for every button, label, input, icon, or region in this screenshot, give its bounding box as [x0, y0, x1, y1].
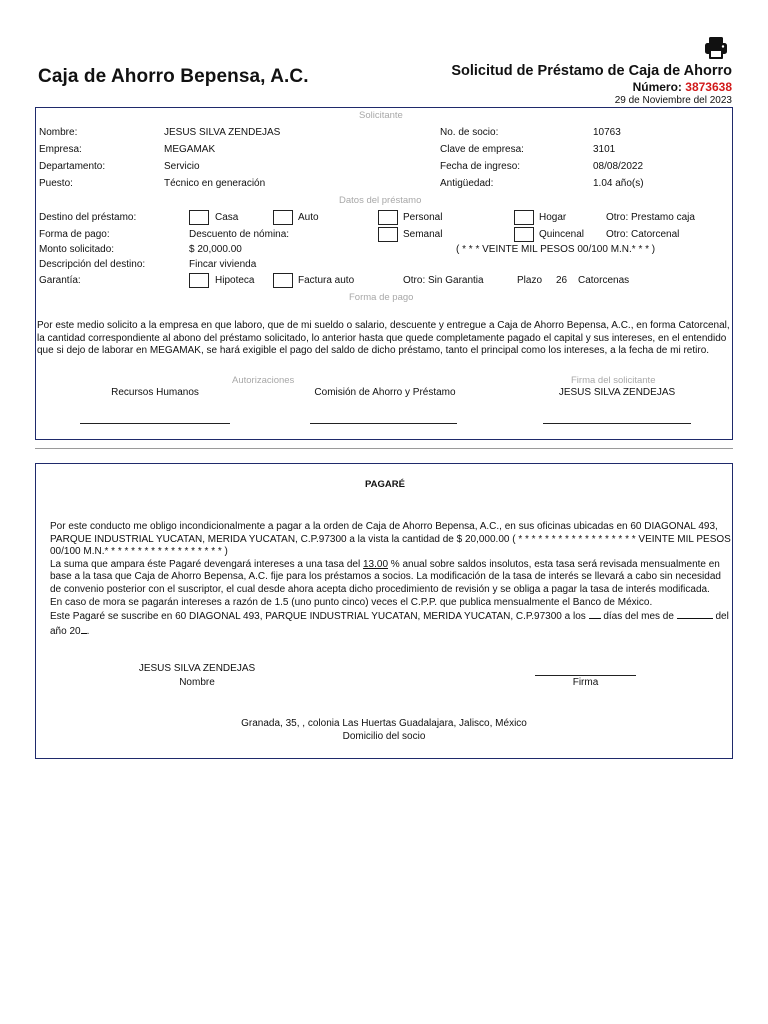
ingreso-label: Fecha de ingreso: — [440, 161, 521, 172]
place-mid: días del mes de — [600, 611, 677, 623]
interest-rate: 13.00 — [362, 558, 389, 570]
solicitante-name: JESUS SILVA ZENDEJAS — [558, 387, 676, 398]
section-datos-prestamo: Datos del préstamo — [339, 195, 422, 206]
checkbox-factura-auto[interactable] — [273, 273, 293, 288]
clave-value: 3101 — [593, 144, 616, 155]
checkbox-hogar[interactable] — [514, 210, 534, 225]
monto-label: Monto solicitado: — [39, 244, 115, 255]
section-autorizaciones: Autorizaciones — [232, 375, 295, 386]
place-prefix: Este Pagaré se suscribe en 60 DIAGONAL 493, PARQUE INDUSTRIAL YUCATAN, MERIDA YUCATAN, C.P.97300 a los — [50, 611, 589, 623]
garantia-otro: Otro: Sin Garantia — [403, 275, 484, 286]
socio-label: No. de socio: — [440, 127, 499, 138]
divider — [35, 448, 733, 449]
checkbox-hipoteca[interactable] — [189, 273, 209, 288]
option-hipoteca: Hipoteca — [215, 275, 255, 286]
pagare-line: Por este conducto me obligo incondicionalmente a pagar a la orden de Caja de Ahorro Bepensa, A.C., en sus oficinas ubicadas en 60 DIAGONAL 493, — [50, 521, 718, 532]
solicitante-signature-line — [543, 423, 691, 424]
forma-pago-line: Por este medio solicito a la empresa en que laboro, que de mi sueldo o salario, descuente y entregue a Caja de Ahorro Bepensa, A.C., en forma Catorcenal, — [37, 320, 730, 331]
option-semanal: Semanal — [403, 229, 443, 240]
printer-icon[interactable] — [703, 35, 729, 61]
plazo-number: 26 — [556, 275, 568, 286]
comision-label: Comisión de Ahorro y Préstamo — [314, 387, 456, 398]
document-number-value: 3873638 — [685, 80, 732, 94]
descripcion-value: Fincar vivienda — [189, 259, 257, 270]
signer-name: JESUS SILVA ZENDEJAS — [138, 663, 256, 674]
ingreso-value: 08/08/2022 — [593, 161, 644, 172]
firma-signature-line — [535, 675, 636, 676]
rh-label: Recursos Humanos — [111, 387, 199, 398]
place-end: del — [712, 611, 729, 623]
departamento-value: Servicio — [164, 161, 200, 172]
option-factura-auto: Factura auto — [298, 275, 355, 286]
member-address: Granada, 35, , colonia Las Huertas Guadalajara, Jalisco, México — [241, 718, 527, 729]
month-blank — [677, 609, 713, 619]
plazo-label: Plazo — [517, 275, 543, 286]
checkbox-casa[interactable] — [189, 210, 209, 225]
year-end: . — [86, 625, 90, 637]
document-title: Solicitud de Préstamo de Caja de Ahorro — [451, 63, 732, 79]
descripcion-label: Descripción del destino: — [39, 259, 146, 270]
pagare-line: 00/100 M.N.* * * * * * * * * * * * * * * * * * ) — [50, 546, 228, 558]
nombre-caption: Nombre — [179, 677, 215, 688]
option-casa: Casa — [215, 212, 239, 223]
empresa-value: MEGAMAK — [164, 144, 216, 155]
puesto-label: Puesto: — [39, 178, 73, 189]
section-solicitante: Solicitante — [359, 110, 403, 121]
pagare-paragraph — [50, 521, 731, 638]
pagare-year-line — [50, 624, 731, 639]
checkbox-personal[interactable] — [378, 210, 398, 225]
antiguedad-label: Antigüedad: — [440, 178, 494, 189]
year-prefix: año 20 — [50, 625, 81, 637]
clave-label: Clave de empresa: — [440, 144, 524, 155]
document-date: 29 de Noviembre del 2023 — [614, 95, 732, 106]
organization-name: Caja de Ahorro Bepensa, A.C. — [38, 66, 309, 87]
forma-pago-line: que si dejo de laborar en MEGAMAK, se hará exigible el pago del saldo de dicho préstamo, tanto el principal como los intereses, a la fecha de mi retiro. — [37, 345, 710, 357]
rate-prefix: La suma que ampara éste Pagaré devengará intereses a una tasa del — [50, 558, 363, 570]
checkbox-semanal[interactable] — [378, 227, 398, 242]
comision-signature-line — [310, 423, 457, 424]
plazo-unit: Catorcenas — [578, 275, 630, 286]
section-firma-solicitante: Firma del solicitante — [571, 375, 656, 386]
destino-label: Destino del préstamo: — [39, 212, 137, 223]
section-forma-pago: Forma de pago — [349, 292, 414, 303]
option-hogar: Hogar — [539, 212, 567, 223]
document-number — [633, 80, 732, 94]
option-quincenal: Quincenal — [539, 229, 585, 240]
forma-pago-line: la cantidad correspondiente al abono del préstamo solicitado, lo anterior hasta que quede completamente pagado el capital y sus intereses, en el entendido — [37, 332, 727, 344]
pagare-line: de convenio posterior con el suscriptor, el cual desde ahora acepta dicho procedimiento de revisión y se obliga a pagar la tasa de interés modificada. — [50, 583, 710, 595]
antiguedad-value: 1.04 año(s) — [593, 178, 644, 189]
pagare-title: PAGARÉ — [365, 479, 405, 490]
option-personal: Personal — [403, 212, 443, 223]
nombre-label: Nombre: — [39, 127, 78, 138]
nombre-value: JESUS SILVA ZENDEJAS — [164, 127, 281, 138]
pagare-place-line — [50, 609, 731, 624]
document-number-label: Número: — [632, 80, 682, 94]
departamento-label: Departamento: — [39, 161, 106, 172]
destino-otro: Otro: Prestamo caja — [606, 212, 695, 223]
forma-pago-value: Descuento de nómina: — [189, 229, 290, 240]
firma-caption: Firma — [572, 677, 599, 688]
garantia-label: Garantía: — [39, 275, 81, 286]
puesto-value: Técnico en generación — [164, 178, 266, 189]
monto-letra: ( * * * VEINTE MIL PESOS 00/100 M.N.* * * ) — [456, 244, 656, 255]
pagare-rate-line — [50, 559, 731, 572]
monto-value: $ 20,000.00 — [189, 244, 242, 255]
forma-pago-paragraph — [37, 320, 730, 358]
address-caption: Domicilio del socio — [342, 731, 426, 742]
checkbox-quincenal[interactable] — [514, 227, 534, 242]
forma-pago-label: Forma de pago: — [39, 229, 110, 240]
day-blank — [589, 609, 601, 619]
pagare-line: base a la tasa que Caja de Ahorro Bepensa, A.C. fije para los préstamos a socios. La modificación de la tasa de interés se llevará a cabo sin necesidad — [50, 571, 721, 583]
forma-otro: Otro: Catorcenal — [606, 229, 680, 240]
socio-value: 10763 — [593, 127, 621, 138]
checkbox-auto[interactable] — [273, 210, 293, 225]
option-auto: Auto — [298, 212, 319, 223]
pagare-line: En caso de mora se pagarán intereses a razón de 1.5 (uno punto cinco) veces el C.P.P. que publica mensualmente el Banco de México. — [50, 596, 653, 608]
rate-suffix: % anual sobre saldos insolutos, esta tasa será revisada mensualmente en — [388, 558, 720, 570]
empresa-label: Empresa: — [39, 144, 82, 155]
rh-signature-line — [80, 423, 230, 424]
pagare-line: PARQUE INDUSTRIAL YUCATAN, MERIDA YUCATAN, C.P.97300 a la vista la cantidad de $ 20,000.00 ( * * * * * * * * * * * * * * * * * * VEINTE MIL PESOS — [50, 533, 731, 545]
